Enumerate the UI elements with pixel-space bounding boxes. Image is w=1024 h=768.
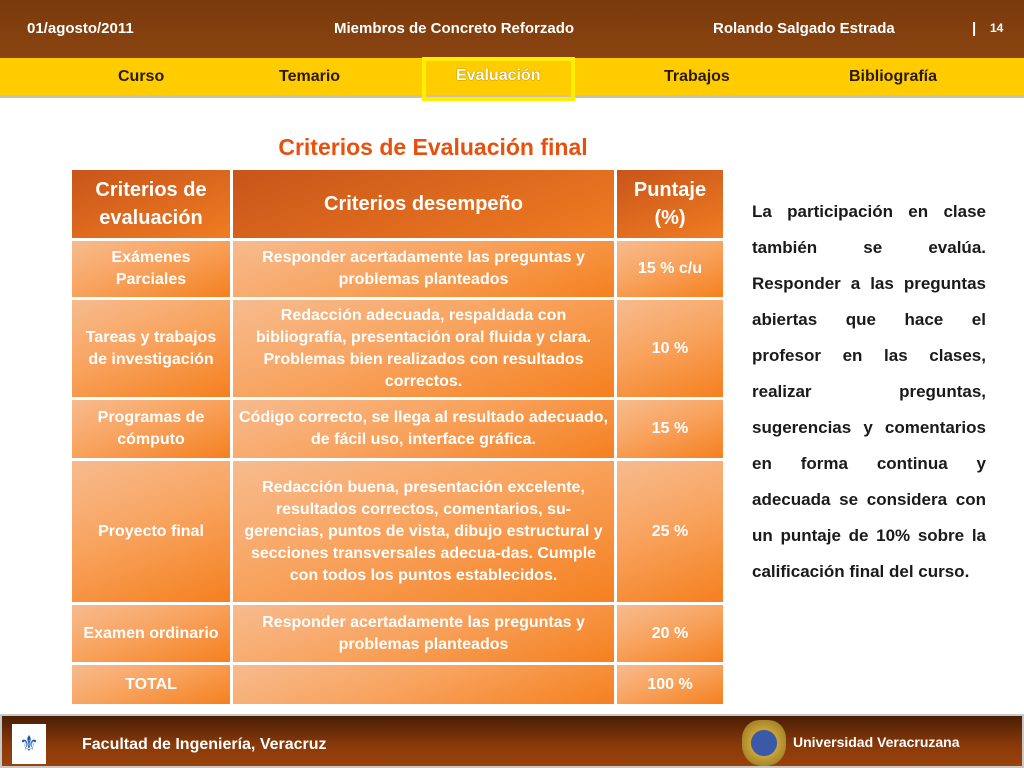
separator: | (972, 20, 977, 37)
nav-trabajos[interactable]: Trabajos (664, 68, 730, 85)
cell: Responder acertadamente las preguntas y problemas planteados (233, 241, 614, 297)
nav-bibliografia[interactable]: Bibliografía (849, 68, 938, 85)
cell: Proyecto final (72, 461, 230, 602)
cell: 15 % c/u (617, 241, 723, 297)
cell: Exámenes Parciales (72, 241, 230, 297)
page-number: 14 (990, 21, 1004, 35)
nav-curso[interactable]: Curso (118, 68, 165, 85)
footer-bar (0, 714, 1024, 768)
cell: Tareas y trabajos de investigación (72, 300, 230, 397)
table-row-total (72, 665, 723, 704)
course-title: Miembros de Concreto Reforzado (334, 20, 575, 37)
table-row (72, 241, 723, 297)
evaluation-table (69, 167, 726, 707)
faculty-name: Facultad de Ingeniería, Veracruz (82, 736, 327, 753)
cell: 15 % (617, 400, 723, 458)
table-header-row (72, 170, 723, 238)
cell: Redacción adecuada, respaldada con bibliografía, presentación oral fluida y clara. Problemas bien realizados con resultados correctos. (233, 300, 614, 397)
cell: 10 % (617, 300, 723, 397)
cell: Redacción buena, presentación excelente, resultados correctos, comentarios, su-gerencias, puntos de vista, dibujo estructural y secciones transversales adecua-das. Cumple con todos los puntos establecidos. (233, 461, 614, 602)
col-header: Criterios de evaluación (72, 170, 230, 238)
table-row (72, 605, 723, 662)
cell: 100 % (617, 665, 723, 704)
cell: Programas de cómputo (72, 400, 230, 458)
cell: Responder acertadamente las preguntas y problemas planteados (233, 605, 614, 662)
table-row (72, 461, 723, 602)
col-header: Puntaje (%) (617, 170, 723, 238)
cell: 20 % (617, 605, 723, 662)
nav-temario[interactable]: Temario (279, 68, 341, 85)
cell (233, 665, 614, 704)
table-row (72, 400, 723, 458)
cell: TOTAL (72, 665, 230, 704)
header-bar (0, 0, 1024, 58)
page-title: Criterios de Evaluación final (278, 134, 588, 160)
date: 01/agosto/2011 (27, 20, 134, 37)
university-name: Universidad Veracruzana (793, 734, 960, 750)
participation-note: La participación en clase también se evalúa. Responder a las preguntas abiertas que hace el profesor en las clases, realizar preguntas, sugerencias y comentarios en forma continua y adecuada se considera con un puntaje de 10% sobre la calificación final del curso. (752, 202, 986, 581)
nav-evaluacion[interactable]: Evaluación (456, 67, 541, 84)
author: Rolando Salgado Estrada (713, 20, 895, 37)
university-seal-icon (742, 720, 786, 766)
col-header: Criterios desempeño (233, 170, 614, 238)
cell: Código correcto, se llega al resultado adecuado, de fácil uso, interface gráfica. (233, 400, 614, 458)
cell: Examen ordinario (72, 605, 230, 662)
active-nav-highlight (422, 57, 575, 101)
table-row (72, 300, 723, 397)
cell: 25 % (617, 461, 723, 602)
faculty-logo-icon: ⚜ (12, 724, 46, 764)
